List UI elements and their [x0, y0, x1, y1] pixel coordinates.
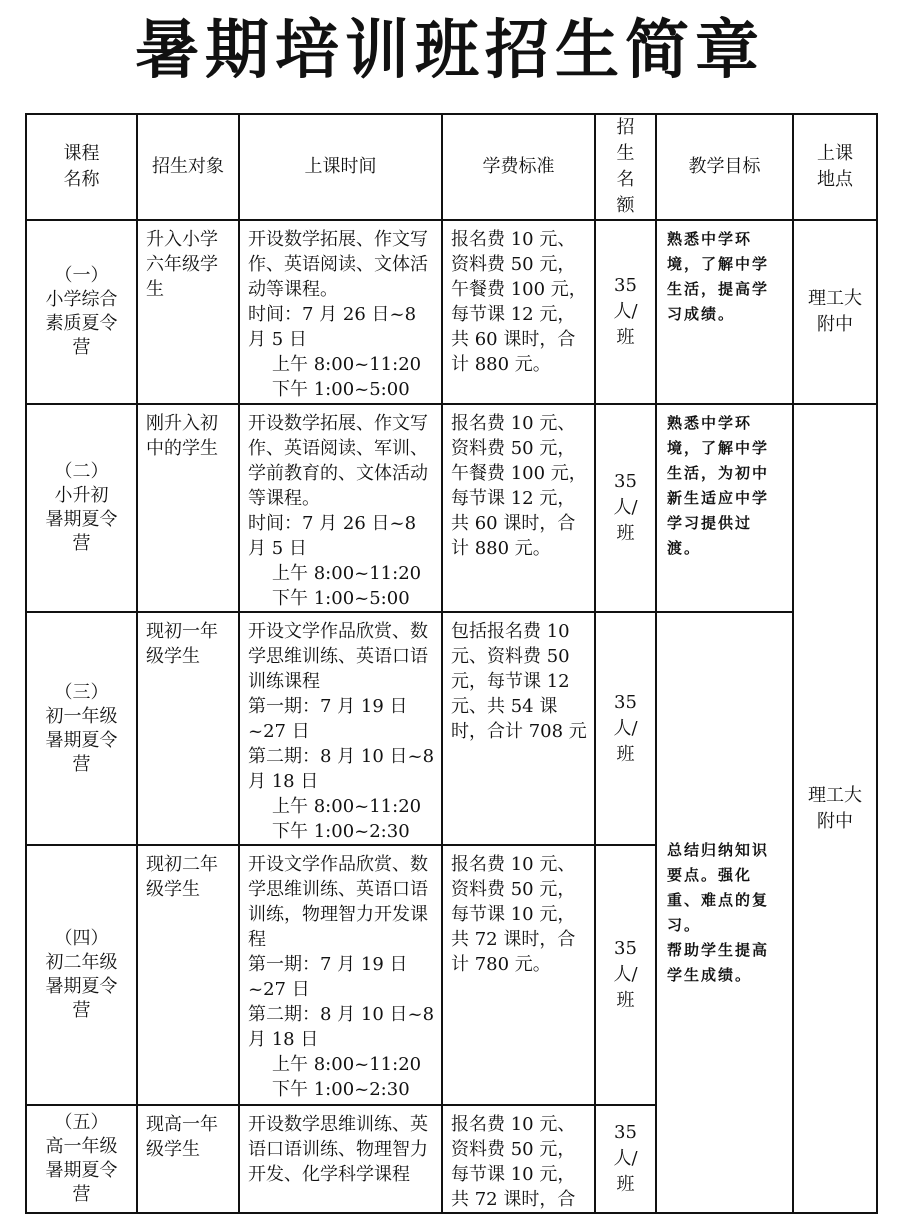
course-name: （二） 小升初 暑期夏令 营: [26, 404, 137, 612]
quota-cell: 35 人/ 班: [595, 1105, 656, 1213]
time-cell: 开设文学作品欣赏、数学思维训练、英语口语训练课程 第一期：7 月 19 日~27 日 第二期：8 月 10 日~8 月 18 日 上午 8:00~11:20 下午 1:00~2:30: [239, 612, 442, 845]
time-cell: 开设数学思维训练、英语口语训练、物理智力开发、化学科学课程: [239, 1105, 442, 1213]
header-course-name: 课程 名称: [26, 114, 137, 220]
time-cell: 开设文学作品欣赏、数学思维训练、英语口语训练，物理智力开发课程 第一期：7 月 19 日~27 日 第二期：8 月 10 日~8 月 18 日 上午 8:00~11:20 下午 1:00~2:30: [239, 845, 442, 1105]
page-title: 暑期培训班招生简章: [135, 14, 765, 88]
quota-cell: 35 人/ 班: [595, 845, 656, 1105]
target-cell: 升入小学 六年级学 生: [137, 220, 239, 404]
time-cell: 开设数学拓展、作文写作、英语阅读、军训、学前教育的、文体活动等课程。 时间：7 月 26 日~8 月 5 日 上午 8:00~11:20 下午 1:00~5:00: [239, 404, 442, 612]
fee-cell: 包括报名费 10 元、资料费 50 元，每节课 12 元、共 54 课时，合计 708 元: [442, 612, 595, 845]
fee-cell: 报名费 10 元、资料费 50 元，午餐费 100 元，每节课 12 元，共 60 课时，合 计 880 元。: [442, 220, 595, 404]
header-row: [26, 114, 877, 220]
goal-cell: 熟悉中学环境，了解中学生活，提高学习成绩。: [656, 220, 793, 404]
quota-cell: 35 人/ 班: [595, 612, 656, 845]
quota-cell: 35 人/ 班: [595, 404, 656, 612]
course-name: （一） 小学综合 素质夏令 营: [26, 220, 137, 404]
table-row: [26, 220, 877, 404]
course-name: （四） 初二年级 暑期夏令 营: [26, 845, 137, 1105]
table-row: [26, 612, 877, 845]
goal-cell: 熟悉中学环境，了解中学生活，为初中新生适应中学学习提供过渡。: [656, 404, 793, 612]
enrollment-table: [25, 113, 878, 1214]
goal-cell: 总结归纳知识要点。强化重、难点的复习。 帮助学生提高学生成绩。: [656, 612, 793, 1213]
target-cell: 现高一年 级学生: [137, 1105, 239, 1213]
header-goal: 教学目标: [656, 114, 793, 220]
fee-cell: 报名费 10 元、资料费 50 元，每节课 10 元，共 72 课时，合计 780 元。: [442, 845, 595, 1105]
quota-cell: 35 人/ 班: [595, 220, 656, 404]
header-fee: 学费标准: [442, 114, 595, 220]
location-cell: 理工大 附中: [793, 220, 877, 404]
time-cell: 开设数学拓展、作文写作、英语阅读、文体活动等课程。 时间：7 月 26 日~8 月 5 日 上午 8:00~11:20 下午 1:00~5:00: [239, 220, 442, 404]
header-location: 上课 地点: [793, 114, 877, 220]
target-cell: 现初二年 级学生: [137, 845, 239, 1105]
course-name: （五） 高一年级 暑期夏令 营: [26, 1105, 137, 1213]
header-quota: 招 生 名 额: [595, 114, 656, 220]
location-cell: 理工大 附中: [793, 404, 877, 1213]
fee-cell: 报名费 10 元、资料费 50 元，午餐费 100 元，每节课 12 元，共 60 课时，合计 880 元。: [442, 404, 595, 612]
header-time: 上课时间: [239, 114, 442, 220]
target-cell: 现初一年 级学生: [137, 612, 239, 845]
target-cell: 刚升入初 中的学生: [137, 404, 239, 612]
fee-cell: 报名费 10 元、资料费 50 元，每节课 10 元，共 72 课时，合: [442, 1105, 595, 1213]
table-row: [26, 404, 877, 612]
header-target: 招生对象: [137, 114, 239, 220]
course-name: （三） 初一年级 暑期夏令 营: [26, 612, 137, 845]
